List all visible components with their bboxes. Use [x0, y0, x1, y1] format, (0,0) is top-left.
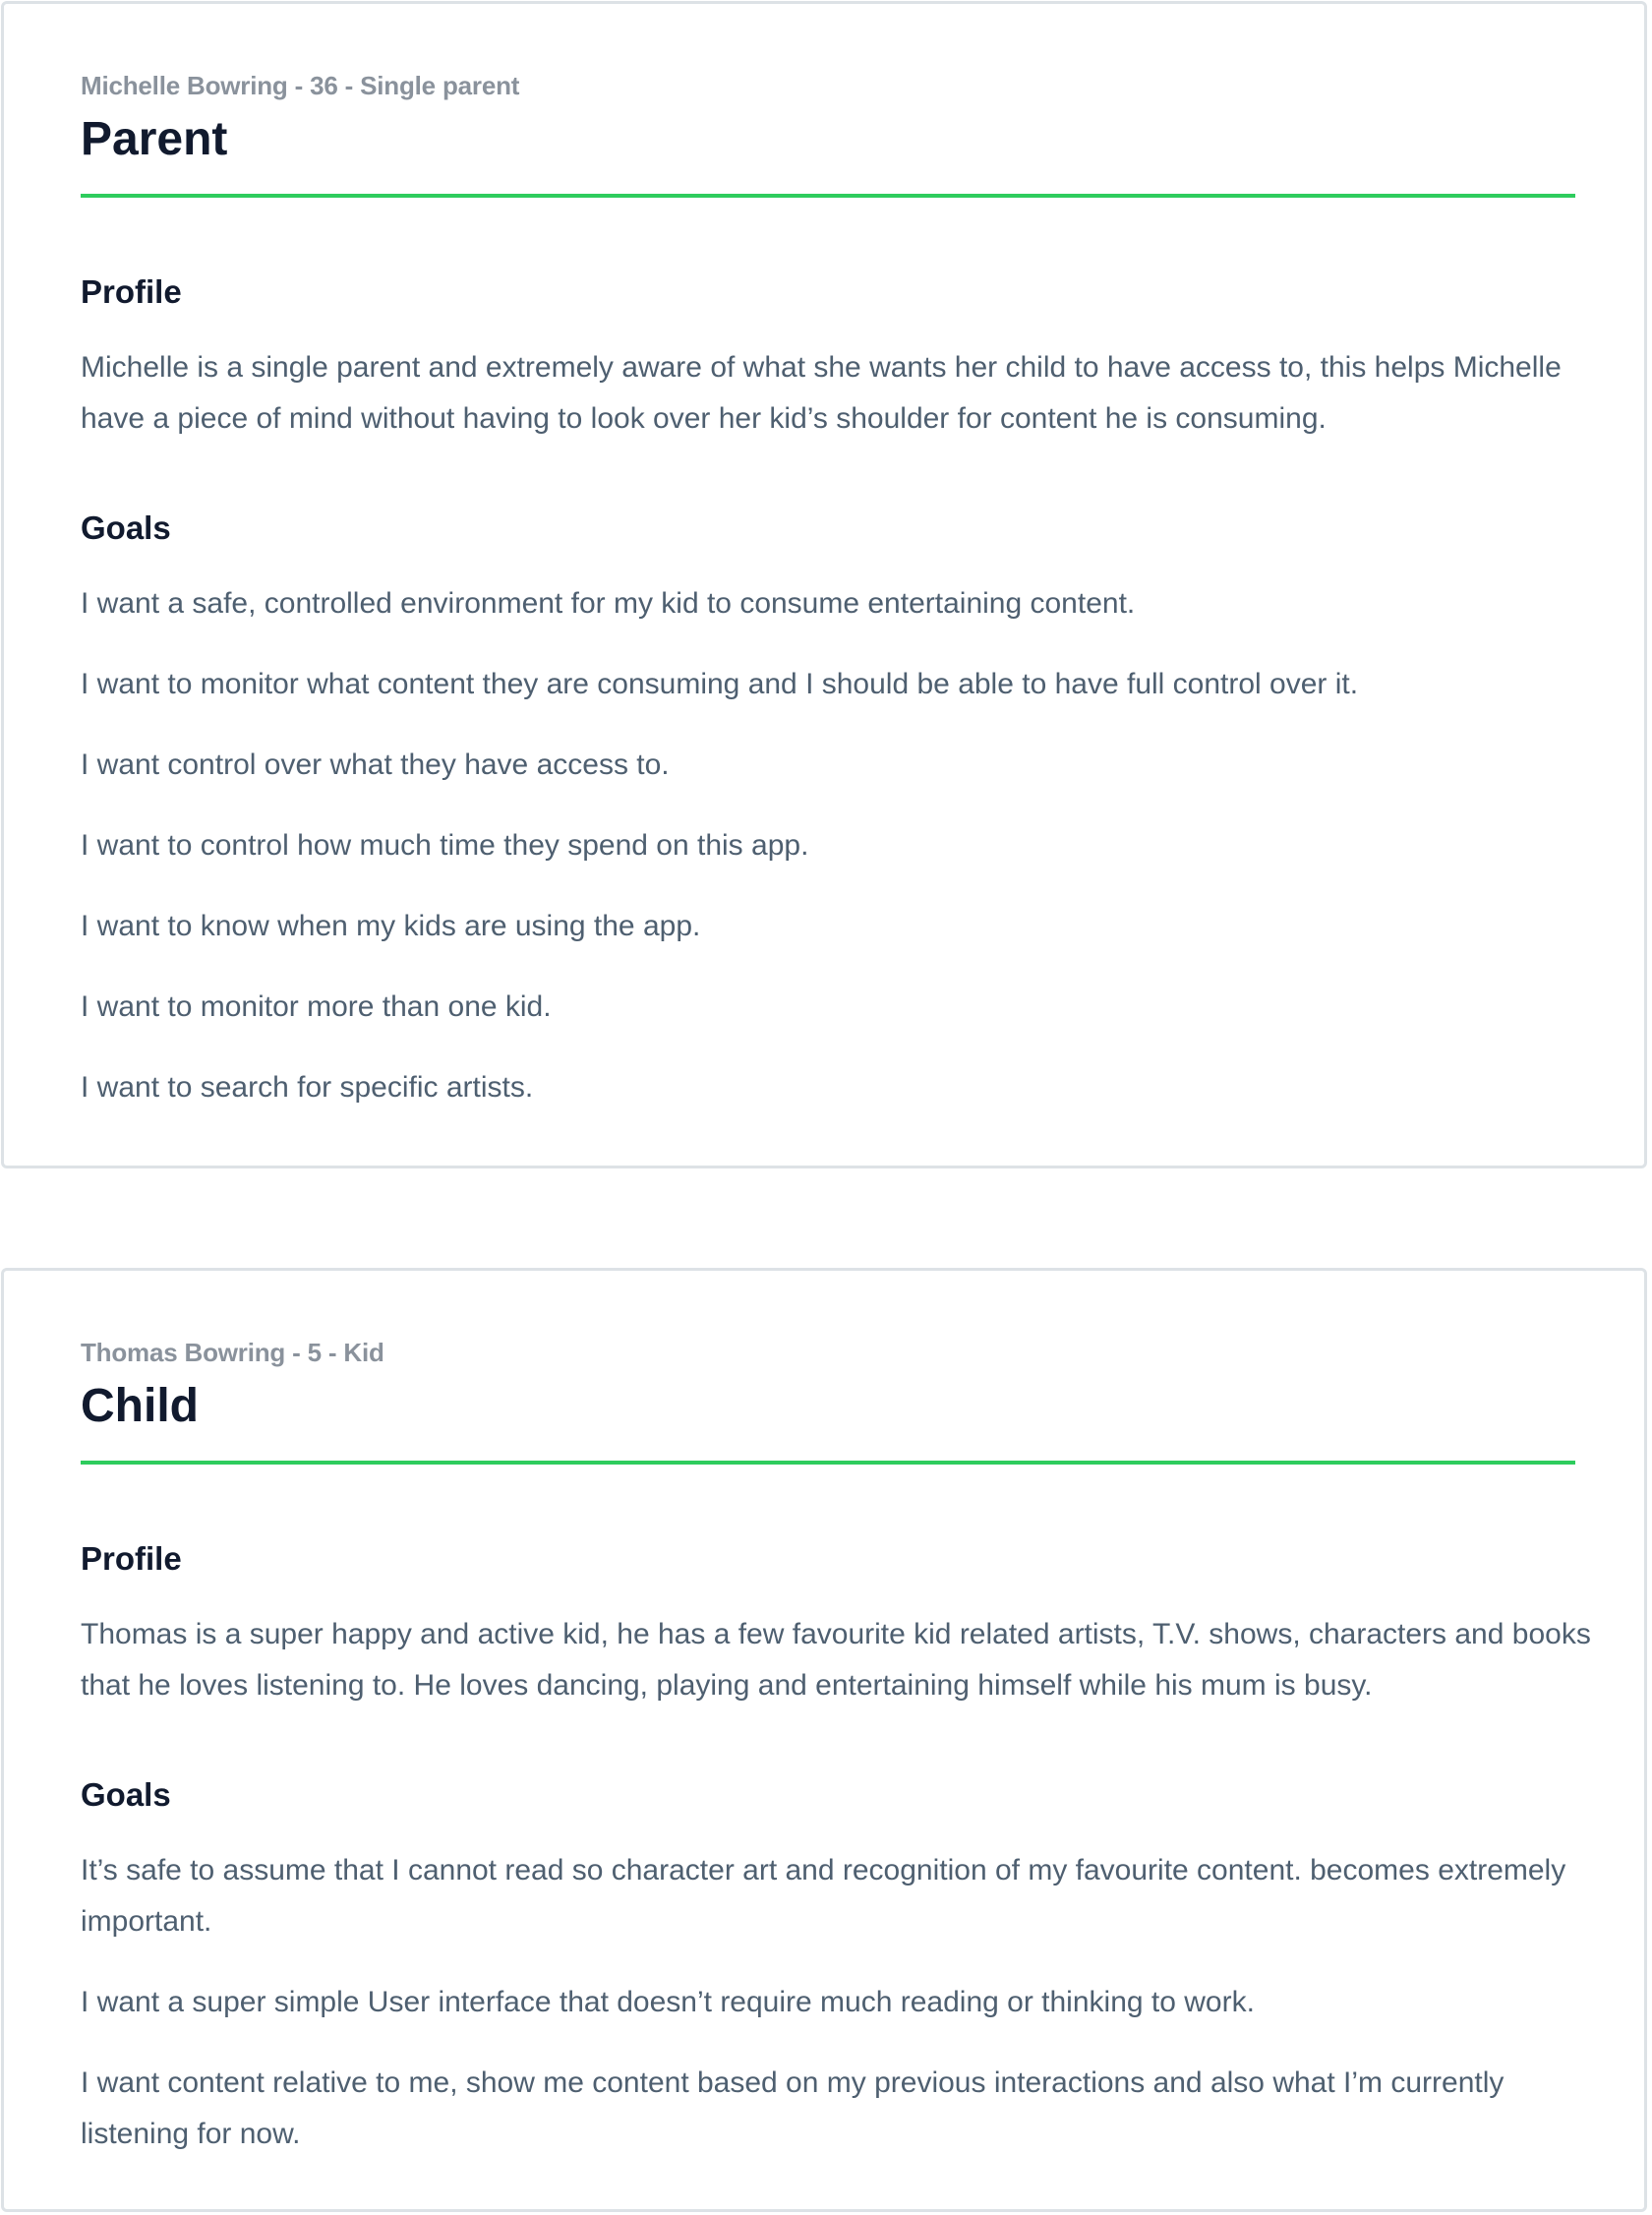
persona-card-child — [1, 1268, 1647, 2212]
goal-item: I want to know when my kids are using the app. — [81, 910, 701, 942]
persona-title: Parent — [81, 113, 228, 165]
profile-heading: Profile — [81, 273, 182, 310]
goal-item: I want to monitor more than one kid. — [81, 990, 552, 1023]
persona-meta: Michelle Bowring - 36 - Single parent — [81, 71, 520, 100]
goals-heading: Goals — [81, 1776, 171, 1813]
persona-card-parent — [1, 1, 1647, 1168]
goal-item: I want to monitor what content they are consuming and I should be able to have full control over it. — [81, 668, 1359, 700]
persona-title: Child — [81, 1380, 199, 1432]
goal-item: It’s safe to assume that I cannot read so character art and recognition of my favourite content. becomes extremely important. — [81, 1854, 1566, 1938]
goal-item: I want content relative to me, show me content based on my previous interactions and also what I’m currently listening for now. — [81, 2066, 1504, 2150]
goals-heading: Goals — [81, 509, 171, 546]
profile-text: Thomas is a super happy and active kid, he has a few favourite kid related artists, T.V. shows, characters and books that he loves listening to. He loves dancing, playing and entertaining himself while his mum is busy. — [81, 1618, 1591, 1702]
profile-heading: Profile — [81, 1540, 182, 1577]
profile-text: Michelle is a single parent and extremely aware of what she wants her child to have access to, this helps Michelle have a piece of mind without having to look over her kid’s shoulder for content he is consuming. — [81, 351, 1562, 435]
persona-meta: Thomas Bowring - 5 - Kid — [81, 1338, 384, 1367]
goal-item: I want a safe, controlled environment for my kid to consume entertaining content. — [81, 587, 1136, 620]
goal-item: I want control over what they have access to. — [81, 748, 670, 781]
goal-item: I want a super simple User interface that doesn’t require much reading or thinking to work. — [81, 1986, 1255, 2018]
title-divider — [81, 1461, 1575, 1465]
title-divider — [81, 194, 1575, 198]
goal-item: I want to control how much time they spend on this app. — [81, 829, 809, 862]
goal-item: I want to search for specific artists. — [81, 1071, 534, 1104]
